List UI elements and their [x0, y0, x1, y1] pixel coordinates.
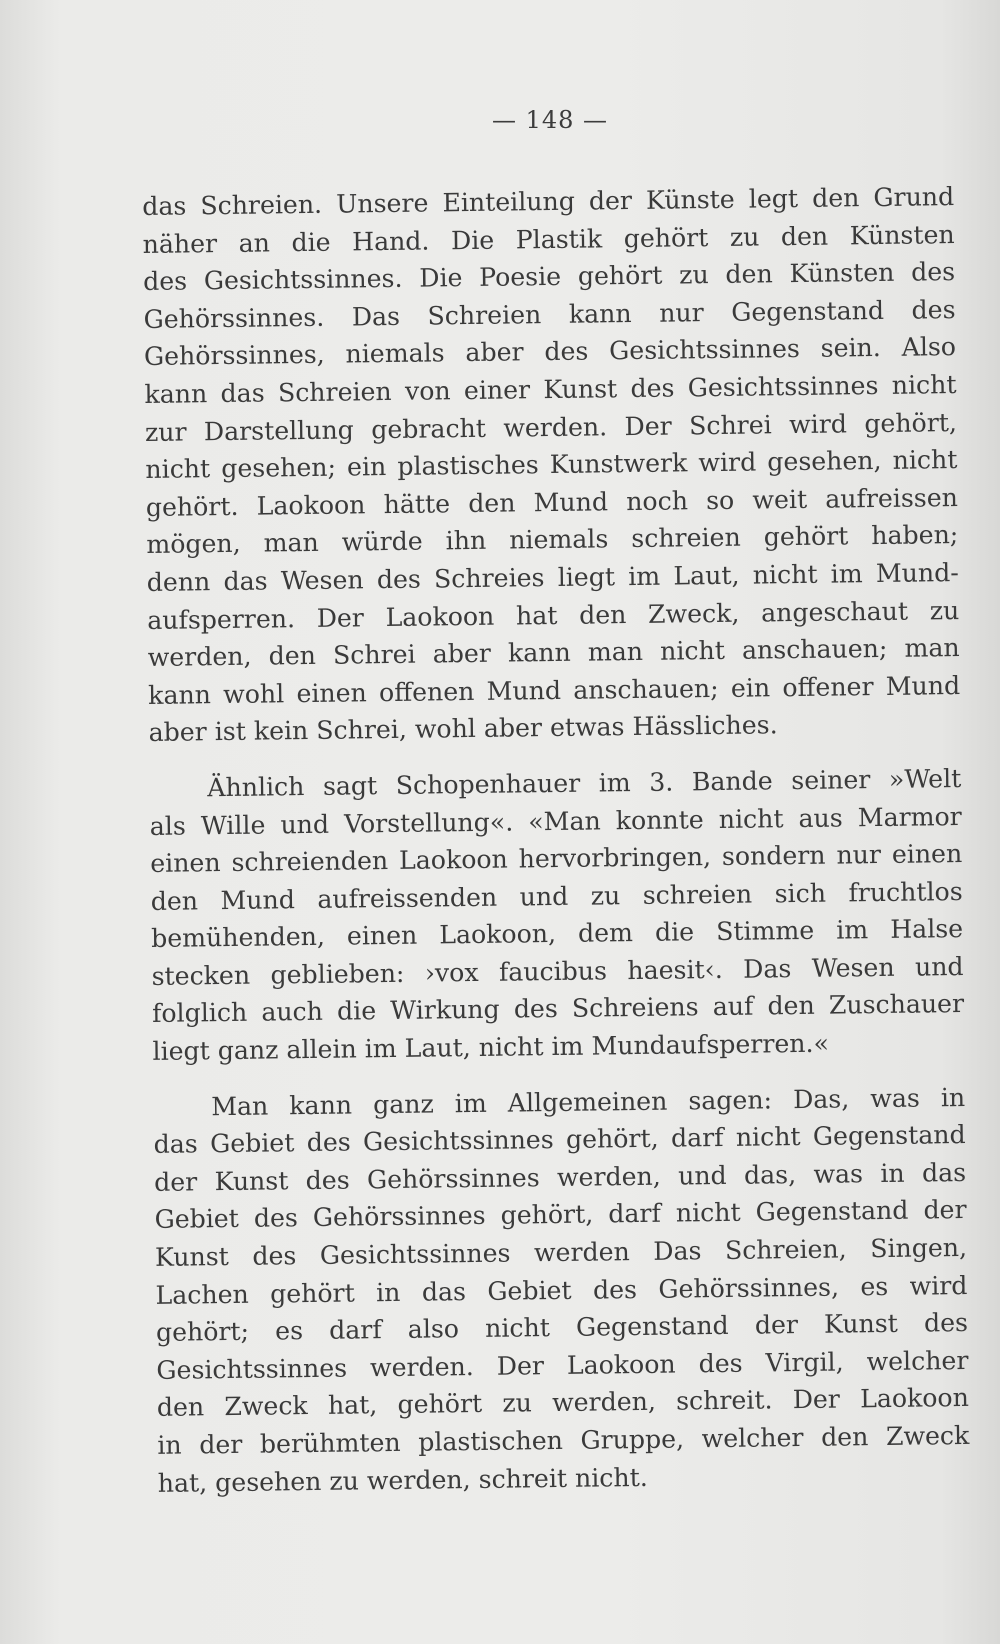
text-line: des Gesichtssinnes. Die Poesie gehört zu den Künsten des	[142, 257, 956, 297]
text-line: Lachen gehört in das Gebiet des Gehörssinnes, es wird	[155, 1270, 968, 1310]
text-line: denn das Wesen des Schreies liegt im Laut, nicht im Mund-	[146, 557, 959, 597]
text-line: als Wille und Vorstellung«. «Man konnte nicht aus Marmor	[149, 801, 962, 841]
text-line: kann das Schreien von einer Kunst des Gesichtssinnes nicht	[144, 370, 957, 409]
text-line: Gehörssinnes. Das Schreien kann nur Gegenstand des	[143, 294, 956, 334]
text-line: den Zweck hat, gehört zu werden, schreit. Der Laokoon	[156, 1383, 970, 1423]
text-line: den Mund aufreissenden und zu schreien sich fruchtlos	[150, 876, 963, 916]
text-line: bemühenden, einen Laokoon, dem die Stimme im Halse	[150, 914, 964, 954]
text-line: mögen, man würde ihn niemals schreien gehört haben;	[146, 520, 959, 560]
text-line: Ähnlich sagt Schopenhauer im 3. Bande seiner »Welt	[207, 763, 962, 803]
text-line: hat, gesehen zu werden, schreit nicht.	[157, 1462, 648, 1498]
text-line: näher an die Hand. Die Plastik gehört zu den Künsten	[142, 219, 955, 259]
text-line: der Kunst des Gehörssinnes werden, und das, was in das	[153, 1157, 967, 1197]
text-line: einen schreienden Laokoon hervorbringen, sondern nur einen	[150, 839, 963, 879]
text-line: zur Darstellung gebracht werden. Der Schrei wird gehört,	[144, 407, 958, 447]
text-line: nicht gesehen; ein plastisches Kunstwerk wird gesehen, nicht	[145, 445, 958, 485]
text-line: Gesichtssinnes werden. Der Laokoon des Virgil, welcher	[156, 1345, 969, 1385]
text-line: kann wohl einen offenen Mund anschauen; ein offener Mund	[148, 670, 961, 710]
paragraph-3	[153, 1079, 970, 1502]
text-line: Gebiet des Gehörssinnes gehört, darf nicht Gegenstand der	[154, 1195, 967, 1235]
paragraph-1	[142, 178, 961, 752]
text-line: stecken geblieben: ›vox faucibus haesit‹. Das Wesen und	[151, 951, 964, 991]
body-text	[142, 178, 970, 1502]
text-line: aufsperren. Der Laokoon hat den Zweck, angeschaut zu	[147, 595, 960, 635]
text-line: liegt ganz allein im Laut, nicht im Mundaufsperren.«	[152, 1028, 830, 1066]
text-line: werden, den Schrei aber kann man nicht anschauen; man	[147, 633, 960, 673]
text-line: Kunst des Gesichtssinnes werden Das Schreien, Singen,	[154, 1233, 968, 1272]
text-line: gehört. Laokoon hätte den Mund noch so weit aufreissen	[145, 482, 959, 522]
text-line: aber ist kein Schrei, wohl aber etwas Hässliches.	[148, 710, 778, 748]
paragraph-2	[149, 760, 965, 1071]
text-line: Man kann ganz im Allgemeinen sagen: Das, was in	[211, 1082, 966, 1121]
text-line: gehört; es darf also nicht Gegenstand der Kunst des	[155, 1308, 969, 1348]
text-line: das Gebiet des Gesichtssinnes gehört, darf nicht Gegenstand	[153, 1120, 966, 1160]
text-line: in der berühmten plastischen Gruppe, welcher den Zweck	[157, 1420, 970, 1460]
text-line: das Schreien. Unsere Einteilung der Künste legt den Grund	[142, 182, 955, 221]
page-number: — 148 —	[491, 106, 609, 134]
text-line: folglich auch die Wirkung des Schreiens auf den Zuschauer	[151, 989, 965, 1029]
text-line: Gehörssinnes, niemals aber des Gesichtssinnes sein. Also	[143, 332, 957, 372]
